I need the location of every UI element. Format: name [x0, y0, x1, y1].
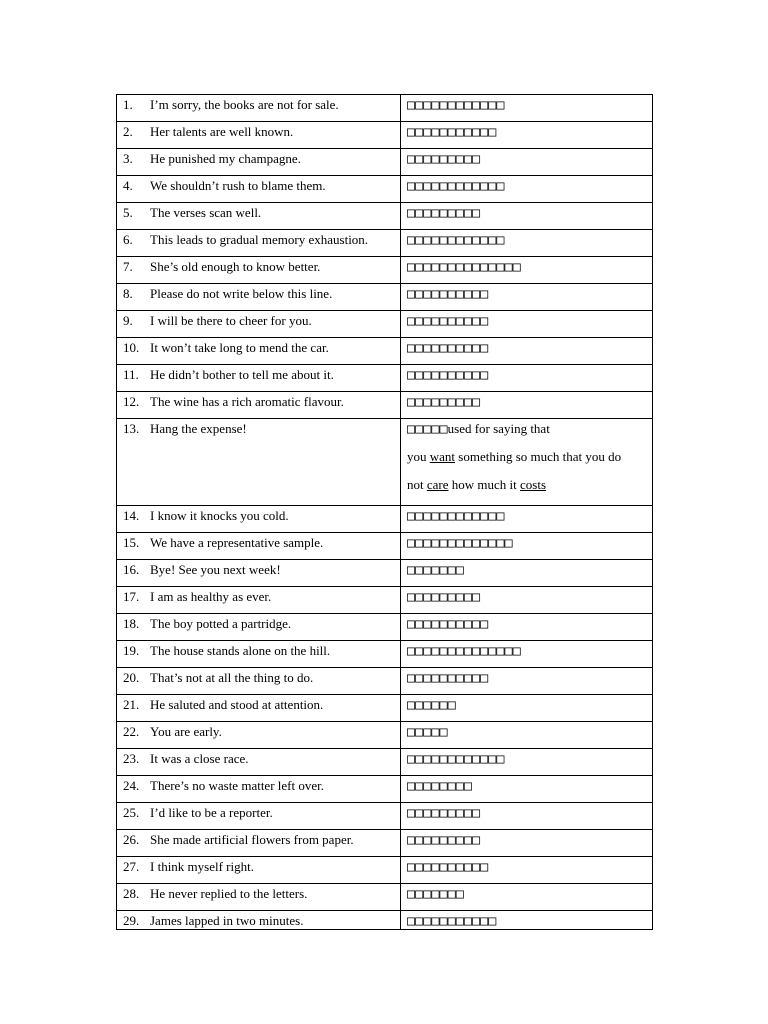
translation-text: □□□□□: [407, 724, 448, 740]
row-number: 23.: [123, 751, 140, 766]
table-row: [117, 641, 653, 668]
table-row: [117, 560, 653, 587]
table-row: [117, 149, 653, 176]
english-cell: [117, 668, 401, 695]
translation-cell: [401, 668, 653, 695]
translation-cell: [401, 614, 653, 641]
row-number: 16.: [123, 562, 140, 577]
translation-cell: [401, 560, 653, 587]
translation-text: □□□□□□□□□□: [407, 367, 489, 383]
table-row: [117, 311, 653, 338]
row-number: 15.: [123, 535, 140, 550]
translation-cell: [401, 911, 653, 930]
translation-text: □□□□□□□□□□□□: [407, 508, 505, 524]
translation-text: □□□□□□□□□: [407, 805, 481, 821]
table-row: [117, 230, 653, 257]
row-number: 21.: [123, 697, 140, 712]
translation-text: □□□□□□□□□□: [407, 616, 489, 632]
translation-text: □□□□□□□□□□□□□□: [407, 259, 521, 275]
translation-cell: [401, 95, 653, 122]
table-row: [117, 857, 653, 884]
english-sentence: It won’t take long to mend the car.: [150, 340, 329, 355]
english-cell: [117, 230, 401, 257]
underlined-word: want: [429, 449, 456, 464]
english-sentence: Bye! See you next week!: [150, 562, 281, 577]
translation-cell: [401, 230, 653, 257]
english-sentence: She’s old enough to know better.: [150, 259, 321, 274]
translation-cell: [401, 419, 653, 506]
row-number: 4.: [123, 178, 133, 193]
translation-cell: [401, 857, 653, 884]
table-row: [117, 176, 653, 203]
translation-text: □□□□□□□□□: [407, 205, 481, 221]
table-row: [117, 830, 653, 857]
english-cell: [117, 311, 401, 338]
table-row: [117, 392, 653, 419]
table-row: [117, 257, 653, 284]
english-sentence: I’d like to be a reporter.: [150, 805, 273, 820]
english-sentence: Hang the expense!: [150, 421, 247, 436]
table-row: [117, 911, 653, 930]
translation-text: □□□□□□□□□□□□: [407, 751, 505, 767]
row-number: 17.: [123, 589, 140, 604]
english-cell: [117, 803, 401, 830]
translation-cell: [401, 338, 653, 365]
english-sentence: The house stands alone on the hill.: [150, 643, 331, 658]
translation-text: □□□□□□□□□□□□: [407, 97, 505, 113]
english-sentence: She made artificial flowers from paper.: [150, 832, 354, 847]
translation-cell: [401, 311, 653, 338]
table-row: [117, 203, 653, 230]
row-number: 25.: [123, 805, 140, 820]
english-sentence: He didn’t bother to tell me about it.: [150, 367, 334, 382]
english-cell: [117, 857, 401, 884]
english-cell: [117, 695, 401, 722]
english-sentence: The boy potted a partridge.: [150, 616, 292, 631]
english-cell: [117, 338, 401, 365]
english-sentence: I am as healthy as ever.: [150, 589, 272, 604]
table-row: [117, 803, 653, 830]
english-sentence: He never replied to the letters.: [150, 886, 308, 901]
translation-text: □□□□□□: [407, 697, 456, 713]
english-sentence: James lapped in two minutes.: [150, 913, 304, 928]
english-sentence: It was a close race.: [150, 751, 249, 766]
translation-cell: [401, 257, 653, 284]
translation-text: □□□□□□□□□□: [407, 670, 489, 686]
english-cell: [117, 257, 401, 284]
english-sentence: He saluted and stood at attention.: [150, 697, 324, 712]
table-row: [117, 365, 653, 392]
translation-cell: [401, 803, 653, 830]
translation-line: [407, 421, 652, 449]
table-row: [117, 695, 653, 722]
translation-text: □□□□□□□□□□: [407, 313, 489, 329]
row-number: 24.: [123, 778, 140, 793]
english-sentence: There’s no waste matter left over.: [150, 778, 324, 793]
translation-text: □□□□□□□□□: [407, 589, 481, 605]
translation-text: □□□□□□□□□: [407, 394, 481, 410]
english-sentence: The wine has a rich aromatic flavour.: [150, 394, 344, 409]
translation-text: □□□□□□□□□□: [407, 340, 489, 356]
underlined-word: care: [426, 477, 449, 492]
row-number: 29.: [123, 913, 140, 928]
translation-text: □□□□□□□□: [407, 778, 473, 794]
english-sentence: The verses scan well.: [150, 205, 262, 220]
english-cell: [117, 149, 401, 176]
translation-table-body: [117, 95, 653, 930]
english-cell: [117, 506, 401, 533]
english-sentence: I will be there to cheer for you.: [150, 313, 312, 328]
english-sentence: We have a representative sample.: [150, 535, 324, 550]
translation-text: □□□□□□□: [407, 562, 464, 578]
english-cell: [117, 95, 401, 122]
row-number: 8.: [123, 286, 133, 301]
table-row: [117, 419, 653, 506]
row-number: 9.: [123, 313, 133, 328]
translation-cell: [401, 365, 653, 392]
translation-text: □□□□□□□□□: [407, 151, 481, 167]
table-row: [117, 884, 653, 911]
translation-cell: [401, 641, 653, 668]
translation-cell: [401, 149, 653, 176]
row-number: 18.: [123, 616, 140, 631]
row-number: 28.: [123, 886, 140, 901]
row-number: 6.: [123, 232, 133, 247]
english-cell: [117, 284, 401, 311]
english-cell: [117, 722, 401, 749]
translation-cell: [401, 776, 653, 803]
translation-text: □□□□□□□□□□□□: [407, 232, 505, 248]
table-row: [117, 533, 653, 560]
translation-text: □□□□□□□□□□: [407, 859, 489, 875]
row-number: 11.: [123, 367, 139, 382]
row-number: 1.: [123, 97, 133, 112]
english-cell: [117, 911, 401, 930]
translation-cell: [401, 203, 653, 230]
row-number: 19.: [123, 643, 140, 658]
translation-cell: [401, 533, 653, 560]
translation-text: □□□□□□□□□□□: [407, 124, 497, 140]
table-row: [117, 506, 653, 533]
english-sentence: I’m sorry, the books are not for sale.: [150, 97, 339, 112]
row-number: 10.: [123, 340, 140, 355]
table-row: [117, 338, 653, 365]
translation-segment: you: [407, 449, 430, 464]
english-sentence: Her talents are well known.: [150, 124, 294, 139]
table-row: [117, 776, 653, 803]
translation-text: □□□□□□□: [407, 886, 464, 902]
translation-text: □□□□□□□□□□□□□□: [407, 643, 521, 659]
row-number: 27.: [123, 859, 140, 874]
translation-segment: how much it: [448, 477, 521, 492]
translation-cell: [401, 587, 653, 614]
translation-line: [407, 477, 652, 505]
table-row: [117, 95, 653, 122]
translation-cell: [401, 506, 653, 533]
row-number: 3.: [123, 151, 133, 166]
table-row: [117, 722, 653, 749]
row-number: 13.: [123, 421, 140, 436]
english-cell: [117, 776, 401, 803]
translation-cell: [401, 392, 653, 419]
english-cell: [117, 365, 401, 392]
english-sentence: Please do not write below this line.: [150, 286, 333, 301]
translation-cell: [401, 176, 653, 203]
row-number: 5.: [123, 205, 133, 220]
translation-table: [116, 94, 653, 930]
translation-cell: [401, 722, 653, 749]
underlined-word: costs: [520, 477, 547, 492]
english-cell: [117, 884, 401, 911]
row-number: 2.: [123, 124, 133, 139]
translation-cell: [401, 695, 653, 722]
row-number: 26.: [123, 832, 140, 847]
english-cell: [117, 614, 401, 641]
english-cell: [117, 176, 401, 203]
translation-text: □□□□□□□□□□□□□: [407, 535, 513, 551]
table-row: [117, 587, 653, 614]
english-cell: [117, 122, 401, 149]
row-number: 7.: [123, 259, 133, 274]
english-sentence: I know it knocks you cold.: [150, 508, 289, 523]
table-row: [117, 749, 653, 776]
translation-cell: [401, 830, 653, 857]
table-row: [117, 122, 653, 149]
translation-segment: not: [407, 477, 427, 492]
row-number: 12.: [123, 394, 140, 409]
table-row: [117, 614, 653, 641]
english-cell: [117, 419, 401, 506]
english-sentence: I think myself right.: [150, 859, 254, 874]
translation-cell: [401, 749, 653, 776]
translation-text: □□□□□□□□□: [407, 832, 481, 848]
english-cell: [117, 749, 401, 776]
english-cell: [117, 830, 401, 857]
english-sentence: This leads to gradual memory exhaustion.: [150, 232, 369, 247]
english-cell: [117, 392, 401, 419]
translation-segment: used for saying that: [447, 421, 550, 436]
english-cell: [117, 641, 401, 668]
translation-line: [407, 449, 652, 477]
translation-text: □□□□□□□□□□□: [407, 913, 497, 929]
translation-cell: [401, 284, 653, 311]
english-cell: [117, 533, 401, 560]
english-sentence: That’s not at all the thing to do.: [150, 670, 314, 685]
translation-cell: [401, 122, 653, 149]
translation-segment: □□□□□: [407, 421, 448, 437]
translation-cell: [401, 884, 653, 911]
table-row: [117, 284, 653, 311]
translation-segment: something so much that you do: [455, 449, 622, 464]
row-number: 22.: [123, 724, 140, 739]
translation-text: □□□□□□□□□□: [407, 286, 489, 302]
english-cell: [117, 587, 401, 614]
english-sentence: You are early.: [150, 724, 222, 739]
row-number: 14.: [123, 508, 140, 523]
english-cell: [117, 203, 401, 230]
translation-text: □□□□□□□□□□□□: [407, 178, 505, 194]
english-sentence: He punished my champagne.: [150, 151, 301, 166]
row-number: 20.: [123, 670, 140, 685]
english-cell: [117, 560, 401, 587]
table-row: [117, 668, 653, 695]
english-sentence: We shouldn’t rush to blame them.: [150, 178, 326, 193]
